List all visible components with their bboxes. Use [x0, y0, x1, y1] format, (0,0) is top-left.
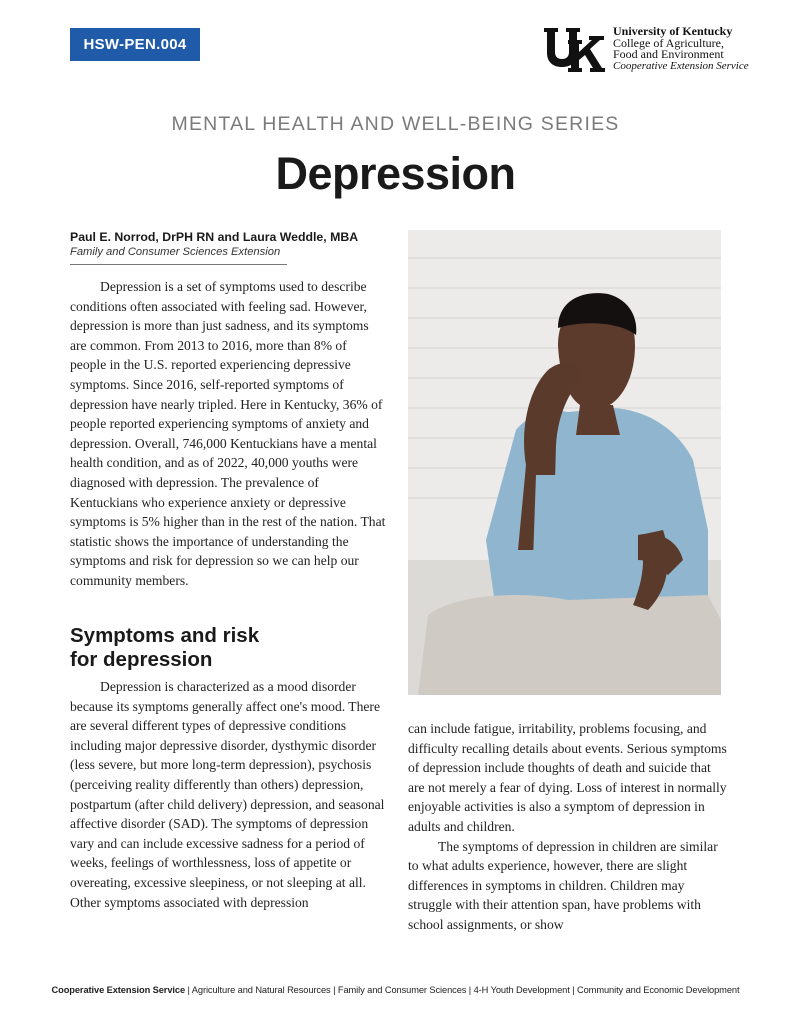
section-paragraph-2: The symptoms of depression in children are similar to what adults experience, however, there are slight differences in symptoms in children. Children may struggle with their attention span, have problems with school assignments, or show [408, 838, 718, 932]
young-man-sitting-head-in-hand-photo [408, 230, 721, 695]
footer-lead: Cooperative Extension Service [51, 985, 186, 995]
author-divider [70, 264, 287, 265]
uk-logo [544, 24, 749, 76]
department: Family and Consumer Sciences Extension [70, 246, 281, 258]
page-title: Depression [275, 148, 516, 199]
section-column-right [408, 719, 728, 935]
university-name: University of Kentucky [613, 24, 733, 38]
college-line-1: College of Agriculture, [613, 35, 724, 50]
college-line-2: Food and Environment [613, 47, 724, 61]
section-heading-line-1: Symptoms and risk [70, 624, 260, 647]
logo-text [613, 26, 749, 72]
uk-logo-icon [544, 26, 606, 74]
series-title: MENTAL HEALTH AND WELL-BEING SERIES [171, 113, 620, 135]
intro-paragraph: Depression is a set of symptoms used to describe conditions often associated with feeling sad. However, depression is more than just sadness, and its symptoms are common. From 2013 to 2016, more than 8% of people in the U.S. reported experiencing depressive symptoms. Since 2016, self-reported symptoms of depression have nearly tripled. Here in Kentucky, 36% of people reported experiencing symptoms of anxiety and depression. Overall, 746,000 Kentuckians have a mental health condition, and as of 2022, 40,000 youths were diagnosed with depression. The prevalence of Kentuckians who experience anxiety or depressive symptoms is 5% higher than in the rest of the nation. That statistic shows the importance of understanding the symptoms and risk for depression so we can help our community members. [70, 279, 386, 588]
authors: Paul E. Norrod, DrPH RN and Laura Weddle, MBA [70, 230, 359, 244]
document-code-badge: HSW-PEN.004 [70, 28, 200, 61]
section-heading-line-2: for depression [70, 648, 213, 671]
section-paragraph-1b: can include fatigue, irritability, problems focusing, and difficulty recalling details about events. Serious symptoms of depression include thoughts of death and suicide that are not merely a fear of dying. Loss of interest in normally enjoyable activities is also a symptom of depression in adults and children. [408, 721, 727, 834]
footer [0, 985, 791, 995]
section-column-left [70, 677, 386, 912]
section-paragraph-1a: Depression is characterized as a mood disorder because its symptoms generally affect one's mood. There are several different types of depressive conditions including major depressive disorder, dysthymic disorder (less severe, but more long-term depression), psychosis (perceiving reality differently than others) depression, postpartum (after child delivery) depression, and seasonal affective disorder (SAD). The symptoms of depression vary and can include excessive sadness for a period of weeks, feelings of worthlessness, loss of appetite or overeating, excessive sleepiness, or not sleeping at all. Other symptoms associated with depression [70, 679, 385, 910]
extension-service: Cooperative Extension Service [613, 59, 749, 72]
section-heading [70, 624, 259, 672]
footer-programs: | Agriculture and Natural Resources | Family and Consumer Sciences | 4-H Youth Development | Community and Economic Development [185, 985, 740, 995]
intro-column [70, 277, 386, 591]
